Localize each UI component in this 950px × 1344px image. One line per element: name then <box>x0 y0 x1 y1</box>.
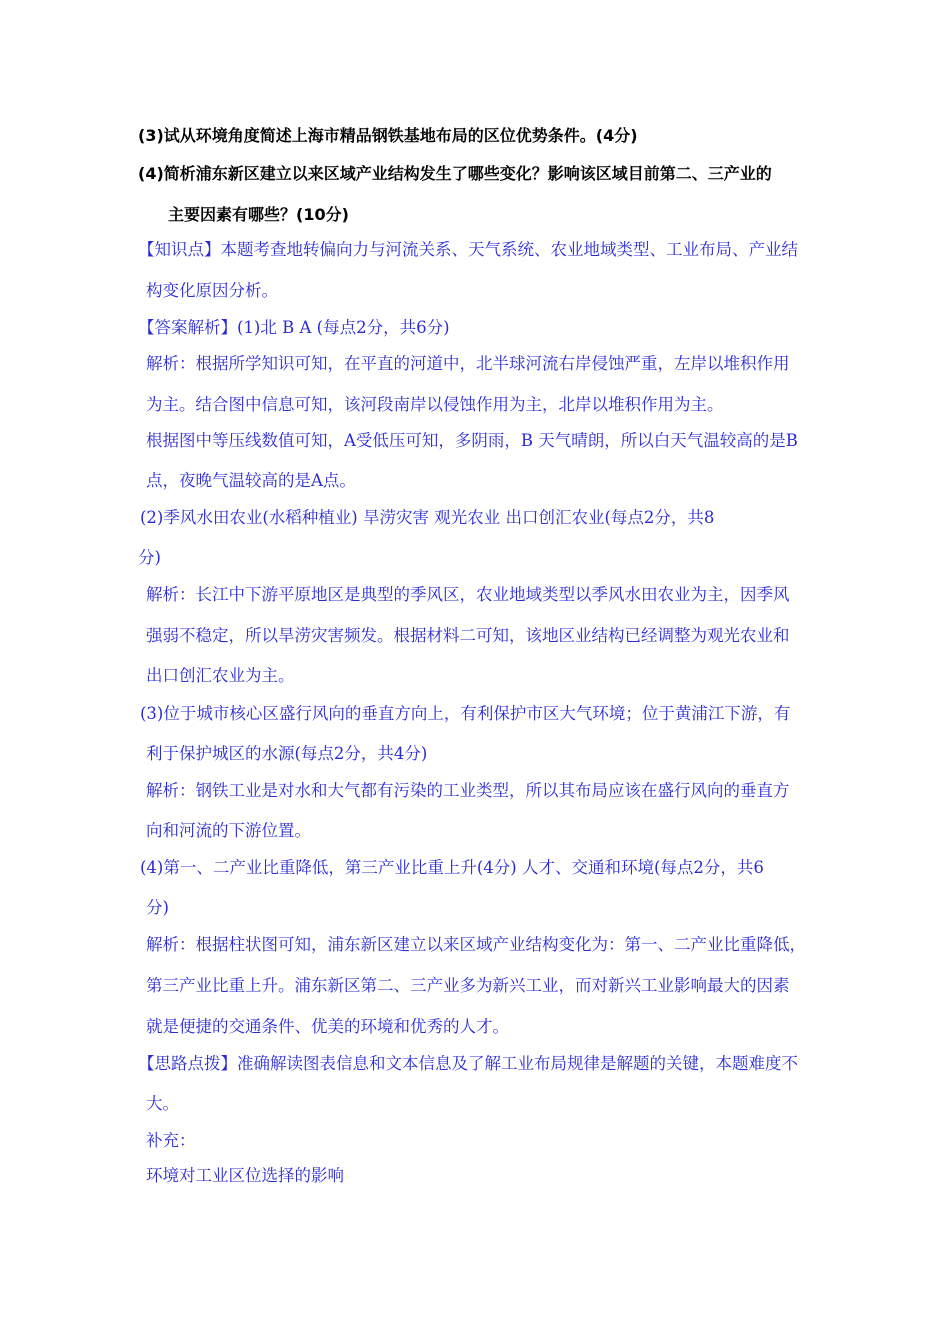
answer-4-explanation-line-3: 就是便捷的交通条件、优美的环境和优秀的人才。 <box>146 1017 509 1036</box>
answer-1-explanation-line-2: 为主。结合图中信息可知，该河段南岸以侵蚀作用为主，北岸以堆积作用为主。 <box>146 395 724 414</box>
knowledge-point-line-2: 构变化原因分析。 <box>146 281 278 300</box>
question-4-line-2: 主要因素有哪些？(10分) <box>168 205 349 224</box>
answer-3-line-1: (3)位于城市核心区盛行风向的垂直方向上，有利保护市区大气环境；位于黄浦江下游，有 <box>140 704 791 723</box>
answer-2-explanation-line-2: 强弱不稳定，所以旱涝灾害频发。根据材料二可知，该地区业结构已经调整为观光农业和 <box>146 626 790 645</box>
question-4-line-1: (4)简析浦东新区建立以来区域产业结构发生了哪些变化？影响该区域目前第二、三产业的 <box>138 164 772 183</box>
answer-2-explanation-line-3: 出口创汇农业为主。 <box>146 666 295 685</box>
answer-1-explanation-line-1: 解析：根据所学知识可知，在平直的河道中，北半球河流右岸侵蚀严重，左岸以堆积作用 <box>146 354 790 373</box>
answer-1: 【答案解析】(1)北 B A (每点2分，共6分) <box>138 318 450 337</box>
thinking-tips-line-1: 【思路点拨】准确解读图表信息和文本信息及了解工业布局规律是解题的关键，本题难度不 <box>138 1054 798 1073</box>
thinking-tips-line-2: 大。 <box>146 1094 179 1113</box>
answer-4-line-1: (4)第一、二产业比重降低，第三产业比重上升(4分) 人才、交通和环境(每点2分，共6 <box>140 858 764 877</box>
answer-2-explanation-line-1: 解析：长江中下游平原地区是典型的季风区，农业地域类型以季风水田农业为主，因季风 <box>146 585 790 604</box>
supplement-title: 环境对工业区位选择的影响 <box>146 1166 344 1185</box>
answer-3-line-2: 利于保护城区的水源(每点2分，共4分) <box>146 744 428 763</box>
answer-3-explanation-line-1: 解析：钢铁工业是对水和大气都有污染的工业类型，所以其布局应该在盛行风向的垂直方 <box>146 781 790 800</box>
answer-3-explanation-line-2: 向和河流的下游位置。 <box>146 821 311 840</box>
knowledge-point-line-1: 【知识点】本题考查地转偏向力与河流关系、天气系统、农业地域类型、工业布局、产业结 <box>138 240 798 259</box>
answer-1-explanation-line-4: 点，夜晚气温较高的是A点。 <box>146 471 356 490</box>
answer-2-line-2: 分) <box>138 548 161 567</box>
answer-4-line-2: 分) <box>146 898 169 917</box>
answer-4-explanation-line-1: 解析：根据柱状图可知，浦东新区建立以来区域产业结构变化为：第一、二产业比重降低， <box>146 935 806 954</box>
question-3: (3)试从环境角度简述上海市精品钢铁基地布局的区位优势条件。(4分) <box>138 126 638 145</box>
answer-2-line-1: (2)季风水田农业(水稻种植业) 旱涝灾害 观光农业 出口创汇农业(每点2分，共8 <box>140 508 715 527</box>
answer-1-explanation-line-3: 根据图中等压线数值可知，A受低压可知，多阴雨，B 天气晴朗，所以白天气温较高的是B <box>146 431 798 450</box>
answer-4-explanation-line-2: 第三产业比重上升。浦东新区第二、三产业多为新兴工业，而对新兴工业影响最大的因素 <box>146 976 790 995</box>
supplement-label: 补充： <box>146 1131 196 1150</box>
